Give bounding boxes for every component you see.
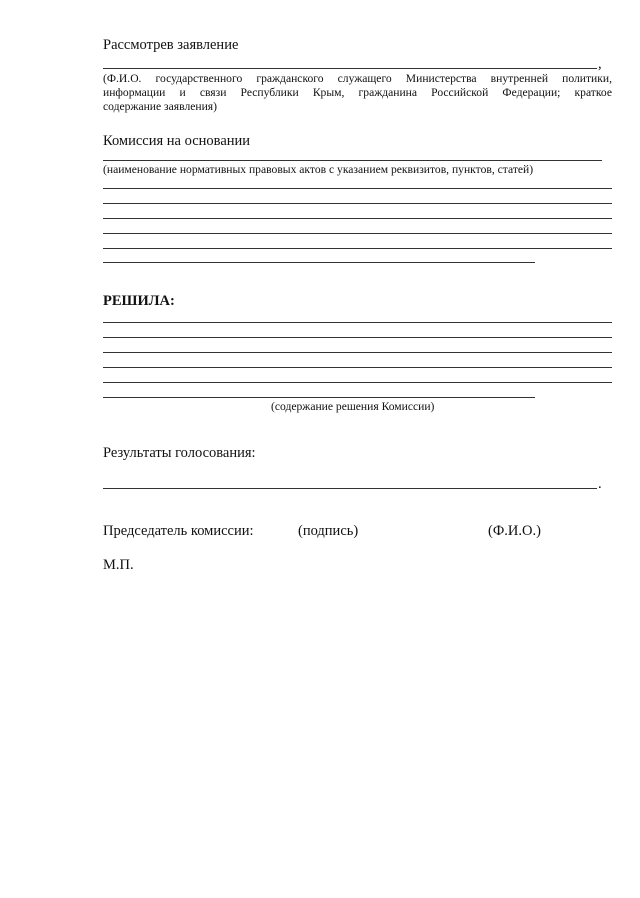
- decision-line[interactable]: [103, 352, 612, 353]
- applicant-line-comma: ,: [598, 56, 602, 72]
- voting-results-line[interactable]: [103, 488, 597, 489]
- stamp-place-label: М.П.: [103, 557, 134, 573]
- basis-line[interactable]: [103, 203, 612, 204]
- basis-caption: (наименование нормативных правовых актов с указанием реквизитов, пунктов, статей): [103, 163, 534, 176]
- applicant-caption-line-3: содержание заявления): [103, 100, 217, 113]
- applicant-caption-line-1: (Ф.И.О. государственного гражданского служащего Министерства внутренней политики,: [103, 72, 612, 85]
- decision-heading: РЕШИЛА:: [103, 293, 175, 309]
- chairman-label: Председатель комиссии:: [103, 523, 254, 539]
- decision-line[interactable]: [103, 397, 535, 398]
- basis-line[interactable]: [103, 233, 612, 234]
- statement-heading: Рассмотрев заявление: [103, 37, 239, 53]
- basis-line[interactable]: [103, 248, 612, 249]
- voting-results-period: .: [598, 476, 602, 492]
- applicant-line[interactable]: [103, 68, 597, 69]
- decision-line[interactable]: [103, 382, 612, 383]
- basis-line[interactable]: [103, 188, 612, 189]
- basis-line[interactable]: [103, 218, 612, 219]
- commission-basis-heading: Комиссия на основании: [103, 133, 251, 149]
- voting-results-heading: Результаты голосования:: [103, 445, 256, 461]
- signature-label: (подпись): [298, 523, 359, 539]
- basis-line[interactable]: [103, 262, 535, 263]
- basis-line[interactable]: [103, 160, 602, 161]
- decision-caption: (содержание решения Комиссии): [271, 400, 435, 413]
- full-name-label: (Ф.И.О.): [488, 523, 541, 539]
- decision-line[interactable]: [103, 337, 612, 338]
- decision-line[interactable]: [103, 367, 612, 368]
- decision-line[interactable]: [103, 322, 612, 323]
- applicant-caption-line-2: информации и связи Республики Крым, гражданина Российской Федерации; краткое: [103, 86, 612, 99]
